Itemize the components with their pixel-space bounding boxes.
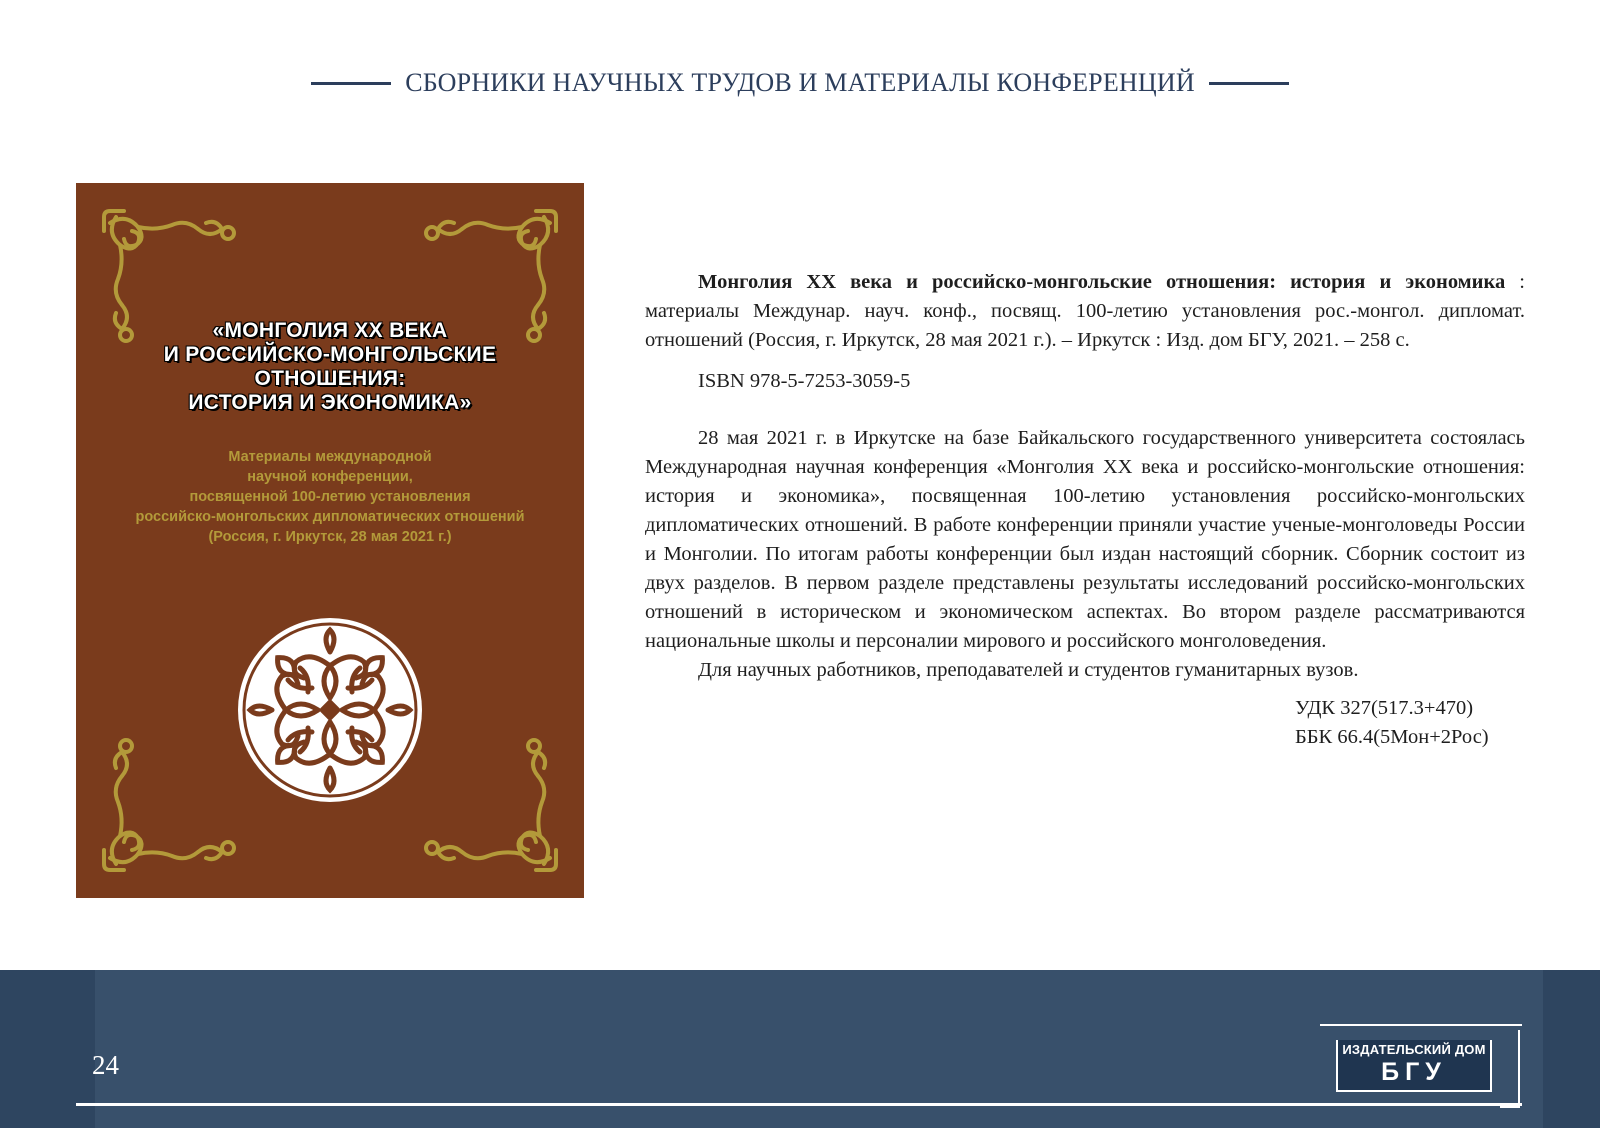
footer-rule	[76, 1103, 1522, 1106]
header-rule-right	[1209, 82, 1289, 85]
cover-title-line: «МОНГОЛИЯ XX ВЕКА	[212, 319, 448, 342]
book-description	[645, 268, 1525, 752]
ornament-corner-bottom-left	[104, 740, 234, 870]
section-header	[0, 68, 1600, 98]
bbk-code: ББК 66.4(5Мон+2Рос)	[1295, 726, 1489, 748]
book-title: Монголия XX века и российско-монгольские отношения: история и экономика	[698, 271, 1506, 293]
logo-top-line	[1320, 1024, 1522, 1026]
cover-title	[76, 319, 584, 415]
cover-subtitle-line: (Россия, г. Иркутск, 28 мая 2021 г.)	[208, 529, 452, 545]
page-number: 24	[92, 1050, 119, 1080]
bibliographic-record	[645, 268, 1525, 355]
book-cover	[76, 183, 584, 898]
logo-line-1: ИЗДАТЕЛЬСКИЙ ДОМ	[1342, 1042, 1486, 1057]
cover-subtitle-line: посвященной 100-летию установления	[189, 489, 471, 505]
isbn: ISBN 978-5-7253-3059-5	[698, 370, 911, 392]
cover-subtitle-line: научной конференции,	[247, 469, 413, 485]
cover-subtitle	[76, 447, 584, 547]
bibliographic-details: : материалы Междунар. науч. конф., посвящ. 100-летию установления рос.-монгол. дипломат. отношений (Россия, г. Иркутск, 28 мая 2021 г.). – Иркутск : Изд. дом БГУ, 2021. – 258 с.	[645, 271, 1525, 351]
annotation: 28 мая 2021 г. в Иркутске на базе Байкальского государственного университета состоялась Международная научная конференция «Монголия XX века и российско-монгольские отношения: история и экономика», посвященная 100-летию установления российско-монгольских дипломатических отношений. В работе конференции приняли участие ученые-монголоведы России и Монголии. По итогам работы конференции был издан настоящий сборник. Сборник состоит из двух разделов. В первом разделе представлены результаты исследований российско-монгольских отношений в историческом и экономическом аспектах. Во втором разделе рассматриваются национальные школы и персоналии мирового и российского монголоведения.	[645, 427, 1525, 652]
ornament-corner-bottom-right	[426, 740, 556, 870]
medallion-icon	[238, 618, 422, 802]
cover-subtitle-line: Материалы международной	[228, 449, 432, 465]
cover-title-line: И РОССИЙСКО-МОНГОЛЬСКИЕ	[163, 343, 497, 366]
audience: Для научных работников, преподавателей и студентов гуманитарных вузов.	[698, 659, 1359, 681]
cover-title-line: ОТНОШЕНИЯ:	[254, 367, 406, 390]
section-title: СБОРНИКИ НАУЧНЫХ ТРУДОВ И МАТЕРИАЛЫ КОНФЕРЕНЦИЙ	[405, 68, 1195, 97]
cover-title-line: ИСТОРИЯ И ЭКОНОМИКА»	[188, 391, 472, 414]
publisher-logo	[1320, 1022, 1524, 1110]
header-rule-left	[311, 82, 391, 85]
cover-subtitle-line: российско-монгольских дипломатических отношений	[135, 509, 525, 525]
udk-code: УДК 327(517.3+470)	[1295, 697, 1474, 719]
logo-frame	[1500, 1030, 1520, 1108]
logo-line-2: БГУ	[1381, 1058, 1447, 1086]
